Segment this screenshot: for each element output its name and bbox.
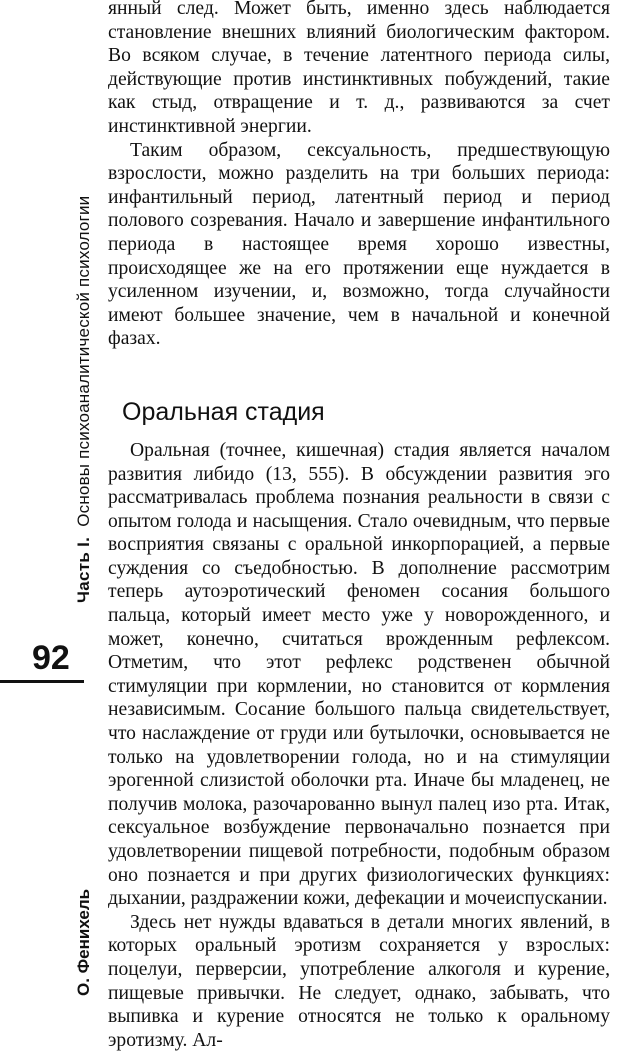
section-spacer-after [108,429,610,439]
section-spacer [108,351,610,397]
book-title: Основы психоаналитической психологии [74,195,93,527]
page-number-rule [0,680,84,683]
part-label: Часть I. [74,536,93,603]
page-number: 92 [32,639,70,677]
paragraph-oral-stage: Оральная (точнее, кишечная) стадия является началом развития либидо (13, 555). В обсуждении развития эго рассматривалась проблема познания реальности в связи с опытом голода и насыщения. Стало очевидным, что первые восприятия связаны с оральной инкорпорацией, а первые суждения со съедобностью. В дополнение рассмотрим теперь аутоэротический феномен сосания большого пальца, который имеет место уже у новорожденного, и может, конечно, считаться врожденным рефлексом. Отметим, что этот рефлекс родственен обычной стимуляции при кормлении, но становится от кормления независимым. Сосание большого пальца свидетельствует, что наслаждение от груди или бутылочки, основывается не только на удовлетворении голода, но и на стимуляции эрогенной слизистой оболочки рта. Иначе бы младенец, не получив молока, разочарованно вынул палец изо рта. Итак, сексуальное возбуждение первоначально познается при удовлетворении пищевой потребности, подобным образом оно познается и при других физиологических функциях: дыхании, раздражении кожи, дефекации и мочеиспускании. [108,439,610,910]
section-heading: Оральная стадия [122,397,325,426]
author-name: О. Фенихель [74,888,93,996]
paragraph-oral-erotism: Здесь нет нужды вдаваться в детали многих явлений, в которых оральный эротизм сохраняется у взрослых: поцелуи, перверсии, употребление алкоголя и курение, пищевые привычки. Не следует, однако, забывать, что выпивка и курение относятся не только к оральному эротизму. Ал- [108,911,610,1051]
paragraph-continued: янный след. Может быть, именно здесь наблюдается становление внешних влияний биологическим фактором. Во всяком случае, в течение латентного периода силы, действующие против инстинктивных побуждений, такие как стыд, отвращение и т. д., развиваются за счет инстинктивной энергии. [108,0,610,137]
running-header-text [74,196,94,603]
paragraph-periods: Таким образом, сексуальность, предшествующую взрослости, можно разделить на три больших периода: инфантильный период, латентный период и период полового созревания. Начало и завершение инфантильного периода в настоящее время хорошо известны, происходящее же на его протяжении еще нуждается в усиленном изучении, и, возможно, тогда случайности имеют большее значение, чем в начальной и конечной фазах. [108,139,610,350]
text-column [108,0,610,1052]
